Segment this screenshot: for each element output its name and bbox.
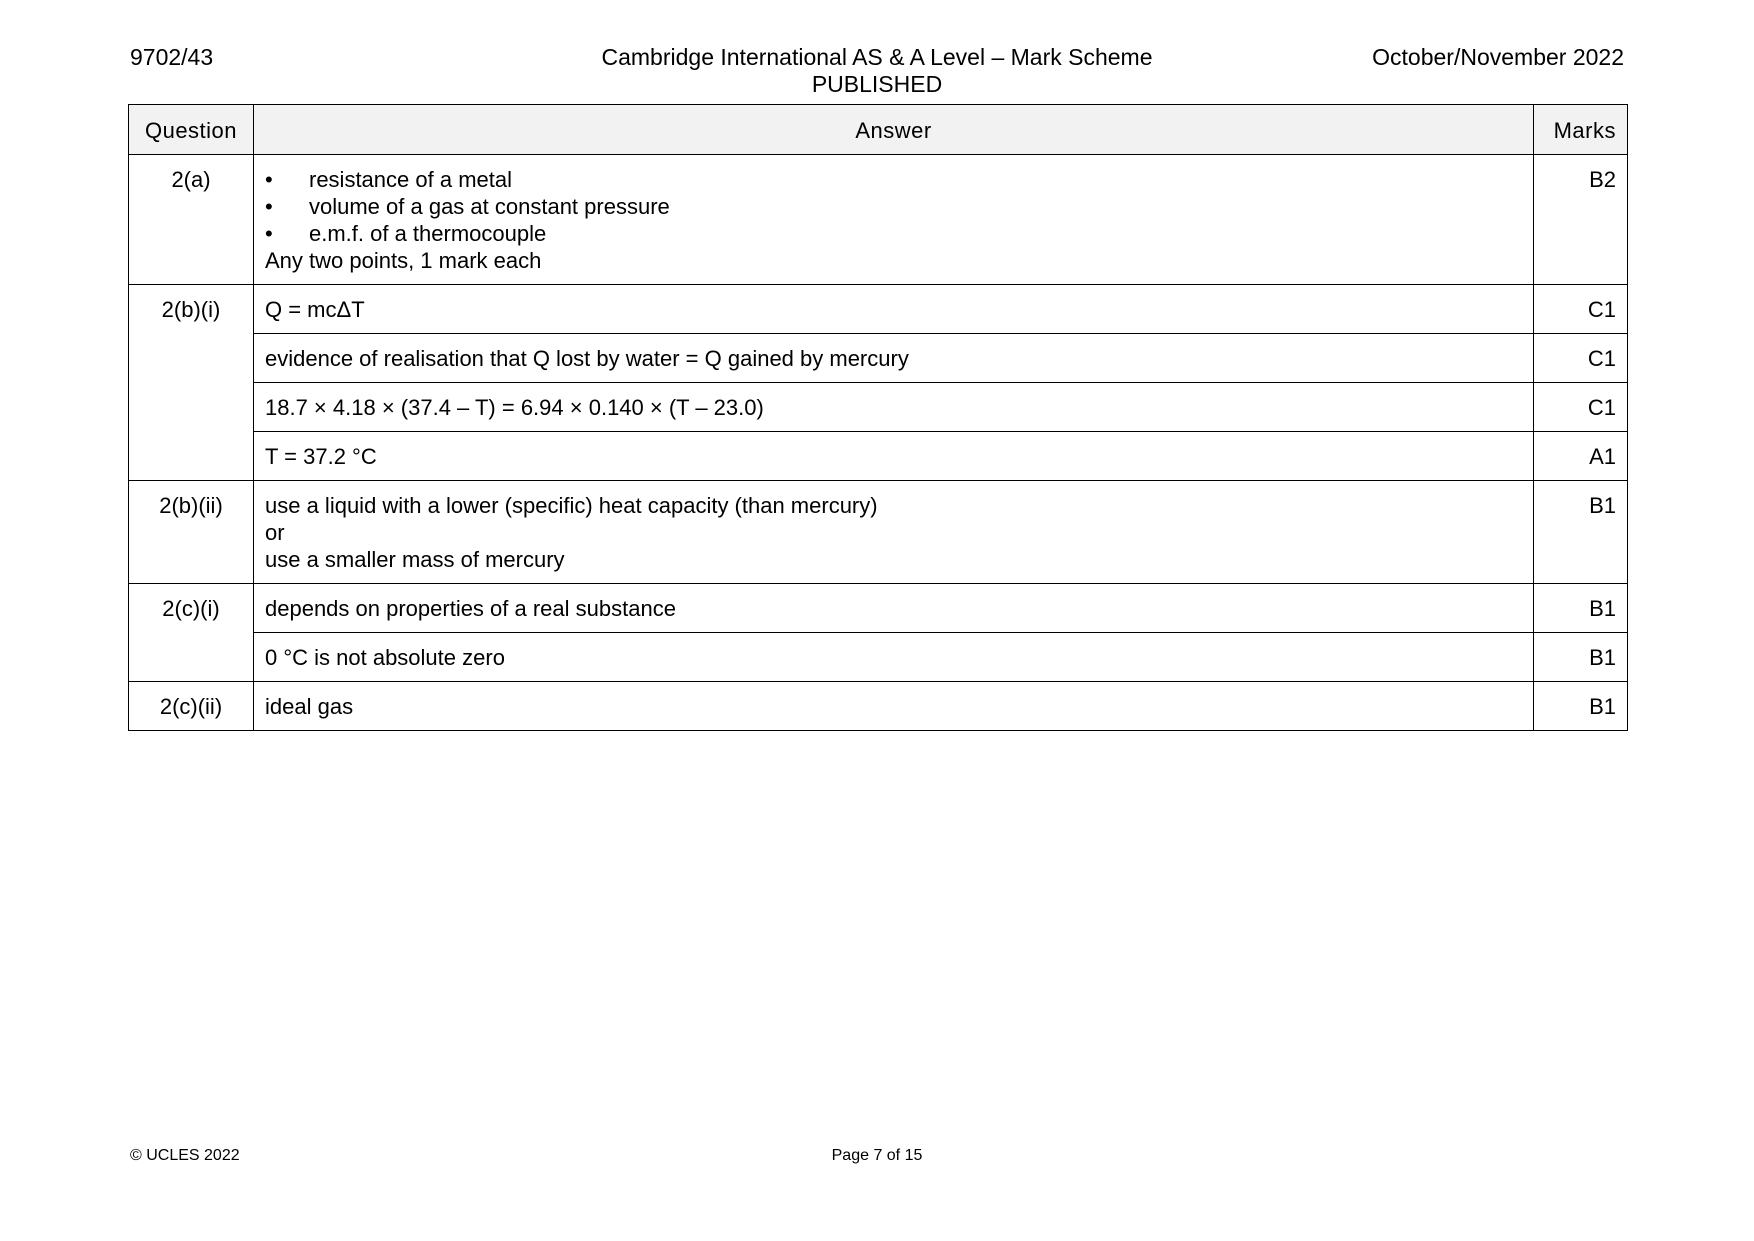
- table-header-row: [129, 105, 1628, 155]
- answer-cell: depends on properties of a real substance: [254, 584, 1534, 633]
- marks-cell: B1: [1534, 481, 1628, 584]
- answer-cell: T = 37.2 °C: [254, 432, 1534, 481]
- table-row: [129, 155, 1628, 285]
- table-row: [129, 481, 1628, 584]
- marks-cell: B1: [1534, 633, 1628, 682]
- answer-bullet-list: [265, 166, 1522, 247]
- answer-cell: [254, 481, 1534, 584]
- table-row: [129, 383, 1628, 432]
- answer-line: or: [265, 520, 285, 545]
- marks-cell: C1: [1534, 285, 1628, 334]
- marks-cell: B2: [1534, 155, 1628, 285]
- question-number: 2(b)(ii): [129, 481, 254, 584]
- document-title: Cambridge International AS & A Level – Mark Scheme: [601, 44, 1153, 70]
- page-number: Page 7 of 15: [831, 1147, 923, 1164]
- question-column-header: Question: [129, 105, 254, 155]
- answer-cell: evidence of realisation that Q lost by water = Q gained by mercury: [254, 334, 1534, 383]
- question-number: 2(b)(i): [129, 285, 254, 481]
- marks-cell: B1: [1534, 682, 1628, 731]
- marks-cell: C1: [1534, 383, 1628, 432]
- table-row: [129, 285, 1628, 334]
- answer-cell: ideal gas: [254, 682, 1534, 731]
- question-number: 2(c)(i): [129, 584, 254, 682]
- answer-line: use a liquid with a lower (specific) heat capacity (than mercury): [265, 493, 878, 518]
- table-row: [129, 334, 1628, 383]
- list-item: • resistance of a metal: [265, 166, 1522, 193]
- answer-cell: [254, 155, 1534, 285]
- table-row: [129, 584, 1628, 633]
- question-number: 2(a): [129, 155, 254, 285]
- answer-note: Any two points, 1 mark each: [265, 248, 542, 273]
- answer-column-header: Answer: [254, 105, 1534, 155]
- mark-scheme-table: [128, 104, 1628, 731]
- document-status: PUBLISHED: [811, 71, 943, 97]
- question-number: 2(c)(ii): [129, 682, 254, 731]
- marks-cell: C1: [1534, 334, 1628, 383]
- marks-cell: A1: [1534, 432, 1628, 481]
- table-row: [129, 633, 1628, 682]
- paper-code: 9702/43: [130, 44, 214, 70]
- copyright-notice: © UCLES 2022: [130, 1147, 240, 1164]
- answer-cell: Q = mcΔT: [254, 285, 1534, 334]
- list-item: • e.m.f. of a thermocouple: [265, 220, 1522, 247]
- answer-line: use a smaller mass of mercury: [265, 547, 565, 572]
- answer-cell: 0 °C is not absolute zero: [254, 633, 1534, 682]
- list-item: • volume of a gas at constant pressure: [265, 193, 1522, 220]
- marks-cell: B1: [1534, 584, 1628, 633]
- table-row: [129, 682, 1628, 731]
- exam-session: October/November 2022: [1372, 44, 1624, 70]
- table-row: [129, 432, 1628, 481]
- marks-column-header: Marks: [1534, 105, 1628, 155]
- answer-cell: 18.7 × 4.18 × (37.4 – T) = 6.94 × 0.140 × (T – 23.0): [254, 383, 1534, 432]
